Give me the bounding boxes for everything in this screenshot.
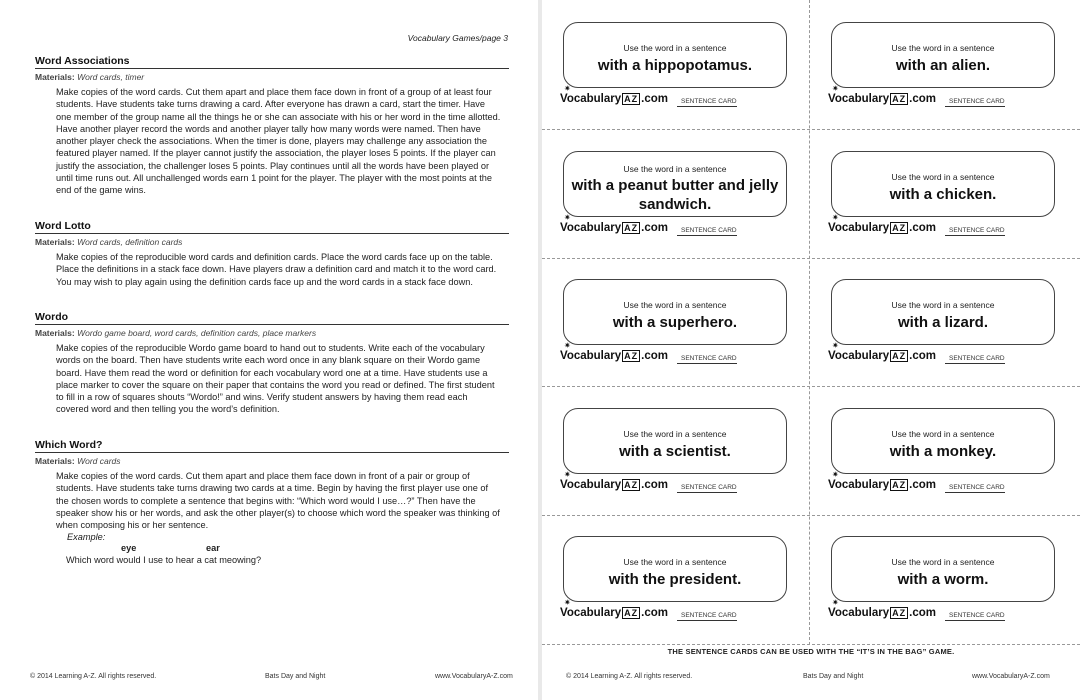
card-prompt: Use the word in a sentence <box>623 300 727 310</box>
cut-line <box>542 515 1080 516</box>
section-title: Word Associations <box>35 55 509 69</box>
section-body: Make copies of the reproducible Wordo game board to hand out to students. Write each of the vocabulary words on the board. Then have students write each word once in any blank square on their Wordo game board. Have them read the word or definition for each vocabulary word one at a time. Have students use a place marker to cover the square on their paper that contains the word you read or defined. The first student to fill in a row of squares shouts “Wordo!” and wins. Verify student answers by having them read each covered word and then telling you the word’s definition. <box>56 343 495 415</box>
logo-az-box: AZ <box>892 94 907 104</box>
logo-suffix: .com <box>641 479 668 491</box>
footer-url: www.VocabularyA-Z.com <box>435 673 513 680</box>
materials-items: Word cards, timer <box>77 72 145 82</box>
burst-icon: ✷ <box>832 84 839 93</box>
logo-suffix: .com <box>909 607 936 619</box>
logo-az-box: AZ <box>892 223 907 233</box>
burst-icon: ✷ <box>832 470 839 479</box>
logo-text: Vocabulary <box>560 607 622 619</box>
sentence-card <box>828 151 1057 243</box>
sentence-card <box>828 279 1057 371</box>
materials-line <box>35 72 509 82</box>
logo-az-box: AZ <box>892 608 907 618</box>
vocabulary-az-logo <box>828 84 936 109</box>
materials-line <box>35 328 509 338</box>
materials-items: Word cards <box>77 456 121 466</box>
card-prompt: Use the word in a sentence <box>891 300 995 310</box>
vocabulary-az-logo <box>828 470 936 495</box>
section-body: Make copies of the reproducible word cards and definition cards. Place the word cards face up on the table. Place the definitions in a stack face down. Have players draw a definition card and match it to the word card. You may wish to play again using the definition cards face up and the word cards in a stack face down. <box>56 252 497 287</box>
page-header: Vocabulary Games/page 3 <box>407 33 508 43</box>
sentence-card <box>560 279 789 371</box>
card-bubble <box>563 536 787 602</box>
sentence-card <box>560 22 789 114</box>
card-phrase: with a monkey. <box>889 443 997 460</box>
card-label: SENTENCE CARD <box>677 355 737 364</box>
card-phrase: with a scientist. <box>619 443 731 460</box>
burst-icon: ✷ <box>564 341 571 350</box>
card-label: SENTENCE CARD <box>945 484 1005 493</box>
logo-suffix: .com <box>909 350 936 362</box>
sentence-card <box>828 536 1057 628</box>
burst-icon: ✷ <box>832 213 839 222</box>
burst-icon: ✷ <box>564 598 571 607</box>
logo-suffix: .com <box>909 93 936 105</box>
card-label: SENTENCE CARD <box>677 98 737 107</box>
logo-suffix: .com <box>909 222 936 234</box>
footer-title: Bats Day and Night <box>803 673 864 680</box>
logo-az-box: AZ <box>892 480 907 490</box>
cut-line <box>542 129 1080 130</box>
vocabulary-az-logo <box>560 341 668 366</box>
sentence-card <box>828 408 1057 500</box>
card-prompt: Use the word in a sentence <box>891 172 995 182</box>
card-phrase: with a worm. <box>897 571 989 588</box>
logo-text: Vocabulary <box>560 93 622 105</box>
card-prompt: Use the word in a sentence <box>623 429 727 439</box>
card-bubble <box>831 151 1055 217</box>
vocabulary-az-logo <box>560 213 668 238</box>
logo-text: Vocabulary <box>828 222 890 234</box>
example-question: Which word would I use to hear a cat meowing? <box>66 555 262 566</box>
logo-text: Vocabulary <box>828 350 890 362</box>
sentence-card <box>560 536 789 628</box>
example-word: ear <box>206 543 220 554</box>
card-bubble <box>831 279 1055 345</box>
section-title: Word Lotto <box>35 220 509 234</box>
materials-label: Materials: <box>35 456 75 466</box>
bag-note: THE SENTENCE CARDS CAN BE USED WITH THE “IT’S IN THE BAG” GAME. <box>667 647 955 656</box>
card-phrase: with a chicken. <box>889 186 997 203</box>
footer-copyright: © 2014 Learning A-Z. All rights reserved. <box>30 673 157 680</box>
vocabulary-az-logo <box>828 341 936 366</box>
card-label: SENTENCE CARD <box>945 98 1005 107</box>
cut-line <box>542 644 1080 645</box>
logo-suffix: .com <box>909 479 936 491</box>
card-prompt: Use the word in a sentence <box>891 43 995 53</box>
section-which-word <box>35 439 509 565</box>
burst-icon: ✷ <box>564 470 571 479</box>
footer-copyright: © 2014 Learning A-Z. All rights reserved. <box>566 673 693 680</box>
card-prompt: Use the word in a sentence <box>623 557 727 567</box>
sentence-card <box>828 22 1057 114</box>
logo-az-box: AZ <box>892 351 907 361</box>
card-phrase: with the president. <box>608 571 742 588</box>
card-bubble <box>563 22 787 88</box>
card-label: SENTENCE CARD <box>945 355 1005 364</box>
footer-title: Bats Day and Night <box>265 673 326 680</box>
burst-icon: ✷ <box>832 341 839 350</box>
card-bubble <box>563 408 787 474</box>
vocabulary-az-logo <box>828 213 936 238</box>
example-label: Example: <box>67 532 106 543</box>
card-label: SENTENCE CARD <box>945 227 1005 236</box>
card-prompt: Use the word in a sentence <box>623 43 727 53</box>
sentence-card <box>560 408 789 500</box>
logo-suffix: .com <box>641 93 668 105</box>
example-word: eye <box>121 543 137 554</box>
card-prompt: Use the word in a sentence <box>891 429 995 439</box>
card-phrase: with a lizard. <box>897 314 988 331</box>
logo-text: Vocabulary <box>560 350 622 362</box>
card-phrase: with a superhero. <box>612 314 738 331</box>
card-bubble <box>563 151 787 217</box>
card-prompt: Use the word in a sentence <box>623 164 727 174</box>
card-bubble <box>831 408 1055 474</box>
card-phrase: with an alien. <box>895 57 991 74</box>
vocabulary-az-logo <box>560 470 668 495</box>
section-wordo <box>35 311 509 416</box>
card-label: SENTENCE CARD <box>945 612 1005 621</box>
card-label: SENTENCE CARD <box>677 227 737 236</box>
vocabulary-az-logo <box>560 84 668 109</box>
logo-text: Vocabulary <box>560 222 622 234</box>
section-word-lotto <box>35 220 509 288</box>
logo-suffix: .com <box>641 350 668 362</box>
section-body: Make copies of the word cards. Cut them apart and place them face down in front of a pair or group of students. Have students take turns drawing two cards at a time. Begin by having the first player use one of the chosen words to complete a sentence that begins with: “Which word would I use…?” Then have the speaker show his or her words, and ask the other player(s) to choose which word the speaker was thinking of when composing his or her sentence. <box>56 471 500 531</box>
section-body: Make copies of the word cards. Cut them apart and place them face down in front of a group of at least four students. Have students take turns drawing a card. After everyone has drawn a card, start the timer. Have one member of the group name all the things he or she can associate with his or her word in the time allotted. Have another player record the words and another player tally how many words were named. Then have another player check the associations. When the timer is done, players may challenge any association the featured player named. If the player cannot justify the association, the player loses 5 points. If the player can justify the association, the challenger loses 5 points. Play continues until all the words have been played or until time runs out. All unchallenged words earn 1 point for the player. The player with the most points at the end of the game wins. <box>56 87 501 196</box>
materials-label: Materials: <box>35 72 75 82</box>
logo-az-box: AZ <box>624 223 639 233</box>
materials-label: Materials: <box>35 237 75 247</box>
logo-az-box: AZ <box>624 608 639 618</box>
burst-icon: ✷ <box>832 598 839 607</box>
logo-suffix: .com <box>641 607 668 619</box>
cut-line <box>542 386 1080 387</box>
section-title: Which Word? <box>35 439 509 453</box>
logo-text: Vocabulary <box>828 93 890 105</box>
logo-az-box: AZ <box>624 351 639 361</box>
materials-items: Wordo game board, word cards, definition cards, place markers <box>77 328 317 338</box>
sentence-card <box>560 151 789 243</box>
card-label: SENTENCE CARD <box>677 484 737 493</box>
card-phrase: with a peanut butter and jelly sandwich. <box>571 177 779 213</box>
vocabulary-az-logo <box>828 598 936 623</box>
logo-az-box: AZ <box>624 480 639 490</box>
card-label: SENTENCE CARD <box>677 612 737 621</box>
cut-line-vertical <box>809 0 810 645</box>
left-page <box>0 0 538 700</box>
logo-suffix: .com <box>641 222 668 234</box>
logo-text: Vocabulary <box>828 607 890 619</box>
card-phrase: with a hippopotamus. <box>597 57 753 74</box>
logo-text: Vocabulary <box>560 479 622 491</box>
cut-line <box>542 258 1080 259</box>
footer-url: www.VocabularyA-Z.com <box>972 673 1050 680</box>
section-title: Wordo <box>35 311 509 325</box>
card-bubble <box>563 279 787 345</box>
card-bubble <box>831 536 1055 602</box>
materials-items: Word cards, definition cards <box>77 237 183 247</box>
example-words <box>35 542 509 555</box>
logo-az-box: AZ <box>624 94 639 104</box>
vocabulary-az-logo <box>560 598 668 623</box>
card-prompt: Use the word in a sentence <box>891 557 995 567</box>
card-bubble <box>831 22 1055 88</box>
materials-line <box>35 237 509 247</box>
materials-label: Materials: <box>35 328 75 338</box>
section-word-associations <box>35 55 509 197</box>
burst-icon: ✷ <box>564 84 571 93</box>
burst-icon: ✷ <box>564 213 571 222</box>
right-page <box>542 0 1080 700</box>
logo-text: Vocabulary <box>828 479 890 491</box>
materials-line <box>35 456 509 466</box>
